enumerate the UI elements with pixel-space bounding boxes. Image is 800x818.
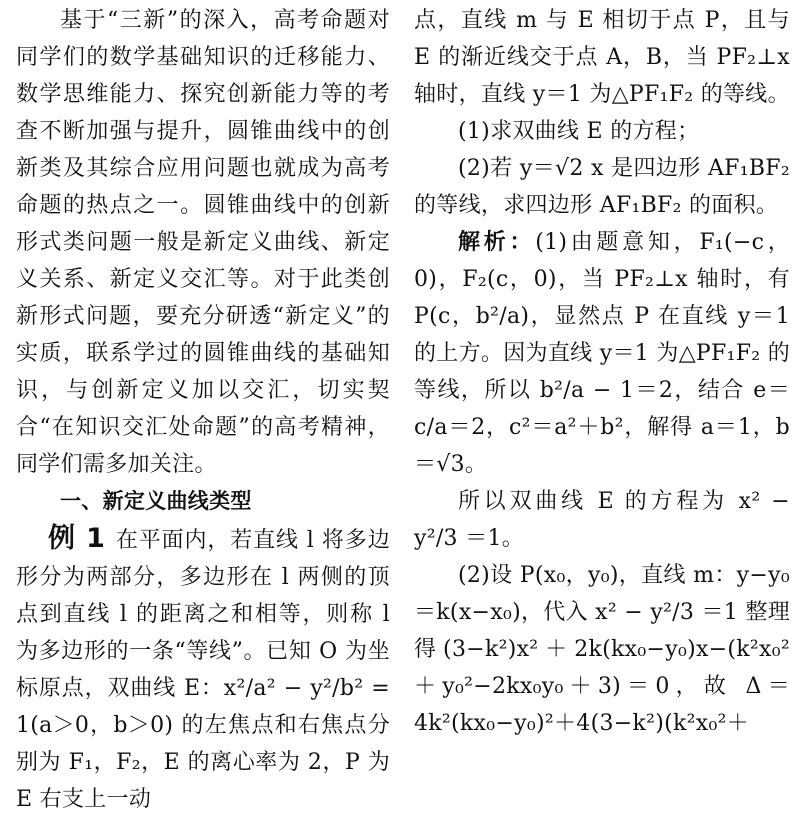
left-column [16,2,390,818]
example-continued: 点，直线 m 与 E 相切于点 P，且与 E 的渐近线交于点 A，B，当 PF₂⊥x 轴时，直线 y＝1 为△PF₁F₂ 的等线。 [414,8,790,107]
solution-paragraph [414,224,790,483]
solution-label: 解析： [458,230,536,255]
question-2: (2)若 y＝√2 x 是四边形 AF₁BF₂ 的等线，求四边形 AF₁BF₂ 的面积。 [414,156,790,218]
example-label: 例 1 [48,523,106,554]
solution-text: (1)由题意知，F₁(−c，0)，F₂(c，0)，当 PF₂⊥x 轴时，有 P(c，b²/a)，显然点 P 在直线 y＝1 的上方。因为直线 y＝1 为△PF₁F₂ 的等线，所以 b²/a − 1＝2，结合 e＝c/a＝2，c²＝a²＋b²，解得 a＝1，b＝√3。 [414,230,790,477]
example-1-paragraph [16,520,390,818]
right-column [414,2,790,742]
example-1-text: 在平面内，若直线 l 将多边形分为两部分，多边形在 l 两侧的顶点到直线 l 的距离之和相等，则称 l 为多边形的一条“等线”。已知 O 为坐标原点，双曲线 E：x²/a² − y²/b² = 1(a＞0，b＞0) 的左焦点和右焦点分别为 F₁，F₂，E 的离心率为 2，P 为 E 右支上一动 [16,528,390,812]
equation-result: 所以双曲线 E 的方程为 x² − y²/3 ＝1。 [414,489,790,551]
intro-paragraph: 基于“三新”的深入，高考命题对同学们的数学基础知识的迁移能力、数学思维能力、探究创新能力等的考查不断加强与提升，圆锥曲线中的创新类及其综合应用问题也就成为高考命题的热点之一。圆锥曲线中的创新形式类问题一般是新定义曲线、新定义关系、新定义交汇等。对于此类创新形式问题，要充分研透“新定义”的实质，联系学过的圆锥曲线的基础知识，与创新定义加以交汇，切实契合“在知识交汇处命题”的高考精神，同学们需多加关注。 [16,8,390,477]
question-1: (1)求双曲线 E 的方程； [458,119,700,144]
section-heading: 一、新定义曲线类型 [60,489,252,513]
part-2-solution: (2)设 P(x₀，y₀)，直线 m：y−y₀＝k(x−x₀)，代入 x² − y²/3 ＝1 整理得(3−k²)x²＋2k(kx₀−y₀)x−(k²x₀²＋y₀²−2kx₀y₀＋3)＝0，故 Δ＝4k²(kx₀−y₀)²＋4(3−k²)(k²x₀²＋ [414,563,790,736]
